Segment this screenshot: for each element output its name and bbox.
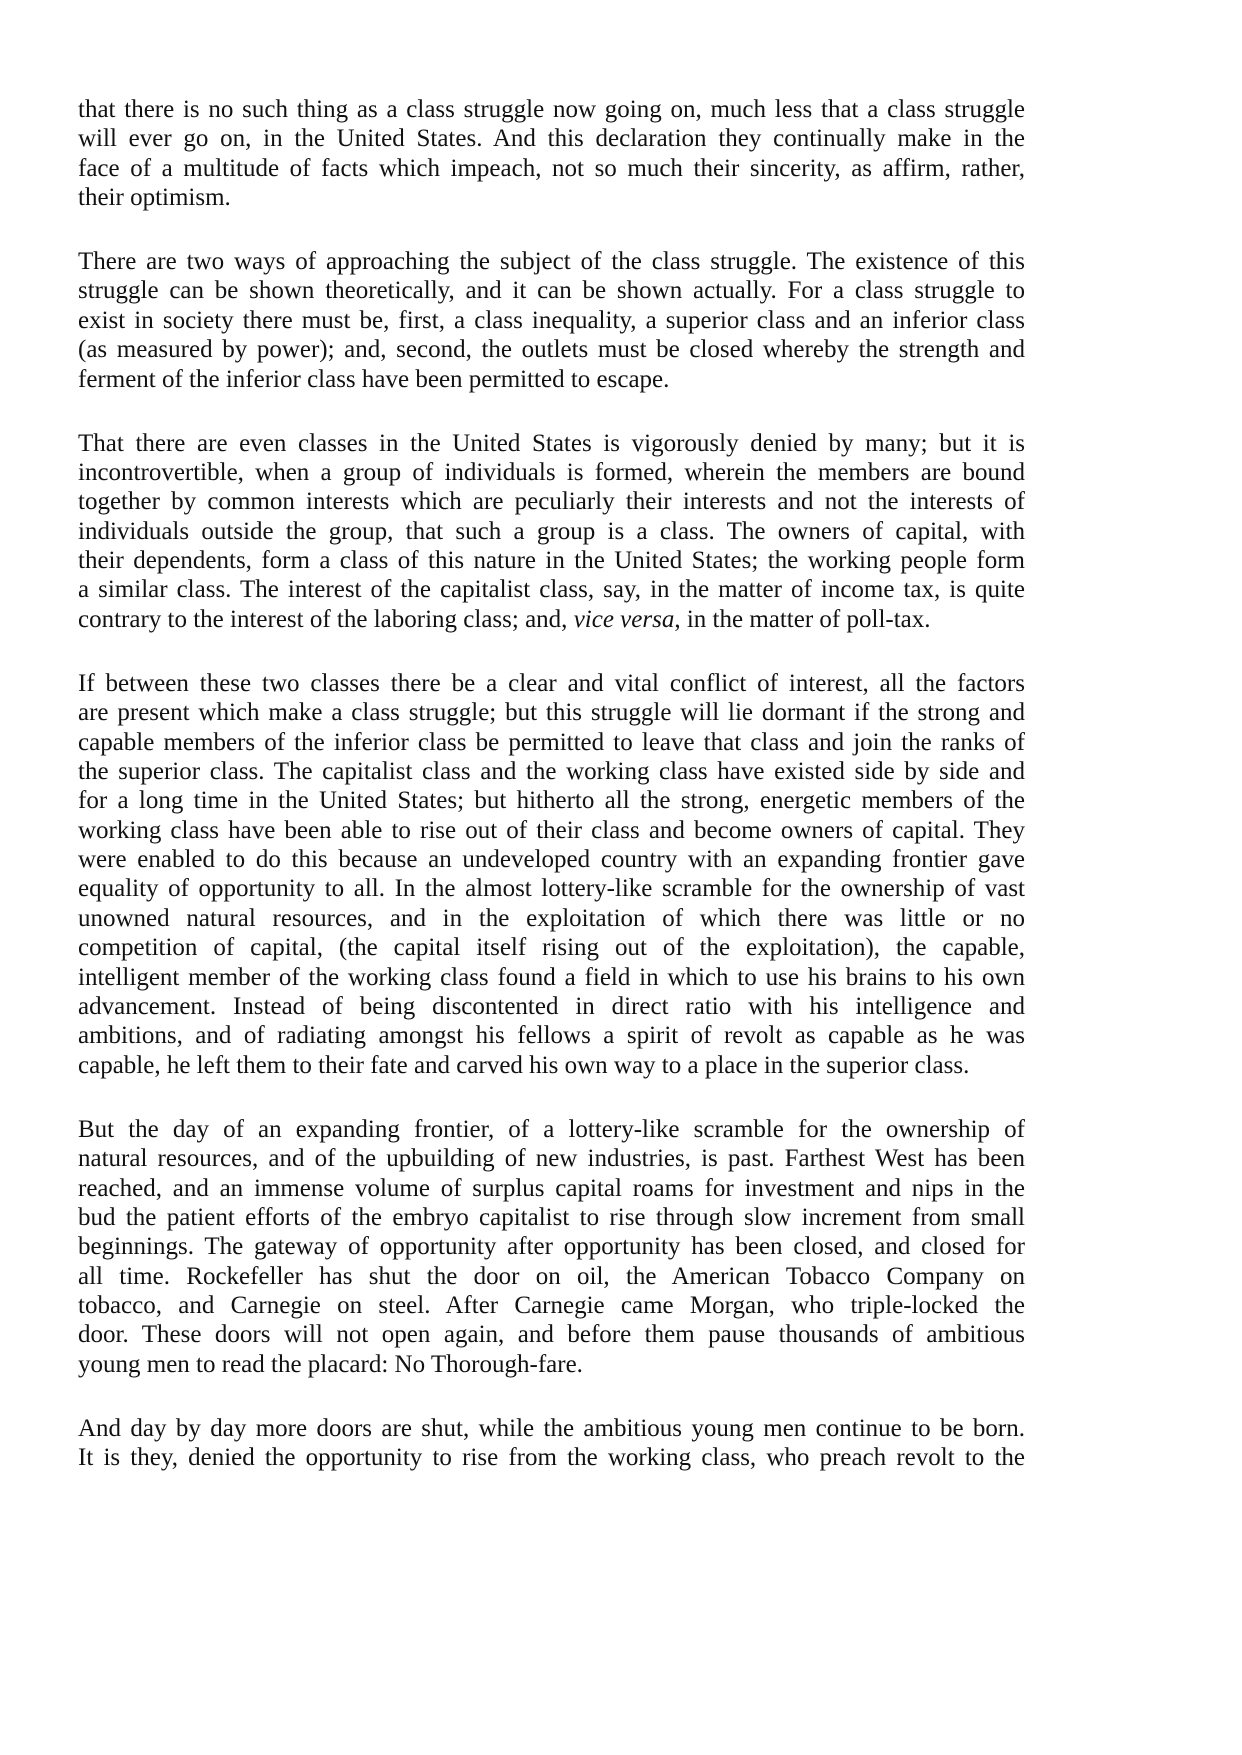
text-line: capable, he left them to their fate and carved his own way to a place in the superior class. (78, 1051, 970, 1079)
text-line: that there is no such thing as a class struggle now going on, much less that a class struggle (78, 96, 1025, 123)
paragraph (78, 95, 1025, 213)
paragraph (78, 429, 1025, 635)
text-line: It is they, denied the opportunity to rise from the working class, who preach revolt to the (78, 1444, 1025, 1472)
text-line: competition of capital, (the capital itself rising out of the exploitation), the capable, (78, 934, 1025, 962)
text-line: working class have been able to rise out of their class and become owners of capital. They (78, 816, 1025, 844)
text-line: equality of opportunity to all. In the almost lottery-like scramble for the ownership of vast (78, 875, 1025, 903)
text-line: together by common interests which are peculiarly their interests and not the interests of (78, 488, 1025, 516)
text-line: There are two ways of approaching the subject of the class struggle. The existence of this (78, 248, 1025, 276)
text-line: their dependents, form a class of this nature in the United States; the working people form (78, 547, 1025, 575)
text-line: And day by day more doors are shut, while the ambitious young men continue to be born. (78, 1414, 1025, 1442)
text-line: intelligent member of the working class found a field in which to use his brains to his own (78, 963, 1025, 991)
text-line: advancement. Instead of being discontented in direct ratio with his intelligence and (78, 993, 1025, 1021)
text-line (78, 605, 1025, 634)
text-line: (as measured by power); and, second, the outlets must be closed whereby the strength and (78, 336, 1025, 364)
text-line: all time. Rockefeller has shut the door on oil, the American Tobacco Company on (78, 1262, 1025, 1290)
text-line: individuals outside the group, that such a group is a class. The owners of capital, with (78, 517, 1025, 545)
text-line: struggle can be shown theoretically, and it can be shown actually. For a class struggle to (78, 277, 1025, 305)
paragraph (78, 1414, 1025, 1473)
text-line: their optimism. (78, 184, 231, 212)
text-line: exist in society there must be, first, a class inequality, a superior class and an inferior class (78, 306, 1025, 334)
text-line: unowned natural resources, and in the exploitation of which there was little or no (78, 904, 1025, 932)
paragraph (78, 247, 1025, 394)
text-line: young men to read the placard: No Thorough-fare. (78, 1350, 583, 1378)
text-line: the superior class. The capitalist class and the working class have existed side by side and (78, 757, 1025, 785)
text-line: are present which make a class struggle; but this struggle will lie dormant if the strong and (78, 699, 1025, 727)
text-line: face of a multitude of facts which impeach, not so much their sincerity, as affirm, rather, (78, 154, 1025, 182)
text-line: a similar class. The interest of the capitalist class, say, in the matter of income tax, is quite (78, 576, 1025, 604)
text-line: ferment of the inferior class have been permitted to escape. (78, 365, 670, 393)
text-line: That there are even classes in the United States is vigorously denied by many; but it is (78, 429, 1025, 457)
text-line: But the day of an expanding frontier, of a lottery-like scramble for the ownership of (78, 1115, 1025, 1143)
text-line: tobacco, and Carnegie on steel. After Carnegie came Morgan, who triple-locked the (78, 1292, 1025, 1320)
text-line: were enabled to do this because an undeveloped country with an expanding frontier gave (78, 846, 1025, 874)
text-line: for a long time in the United States; but hitherto all the strong, energetic members of the (78, 787, 1025, 815)
document-page (78, 95, 1025, 1507)
text-line: incontrovertible, when a group of individuals is formed, wherein the members are bound (78, 458, 1025, 486)
text-line: bud the patient efforts of the embryo capitalist to rise through slow increment from small (78, 1203, 1025, 1231)
text-line: capable members of the inferior class be permitted to leave that class and join the ranks of (78, 728, 1025, 756)
paragraph (78, 1115, 1025, 1380)
paragraph (78, 669, 1025, 1080)
text-line: door. These doors will not open again, and before them pause thousands of ambitious (78, 1321, 1025, 1349)
text-segment: contrary to the interest of the laboring class; and, (78, 605, 574, 633)
text-line: will ever go on, in the United States. And this declaration they continually make in the (78, 125, 1025, 153)
text-line: ambitions, and of radiating amongst his fellows a spirit of revolt as capable as he was (78, 1022, 1025, 1050)
italic-text: vice versa (573, 605, 675, 633)
text-line: beginnings. The gateway of opportunity after opportunity has been closed, and closed for (78, 1233, 1025, 1261)
text-line: reached, and an immense volume of surplus capital roams for investment and nips in the (78, 1174, 1025, 1202)
text-line: If between these two classes there be a clear and vital conflict of interest, all the factors (78, 669, 1025, 697)
text-line: natural resources, and of the upbuilding of new industries, is past. Farthest West has been (78, 1145, 1025, 1173)
text-segment: , in the matter of poll-tax. (674, 605, 931, 633)
